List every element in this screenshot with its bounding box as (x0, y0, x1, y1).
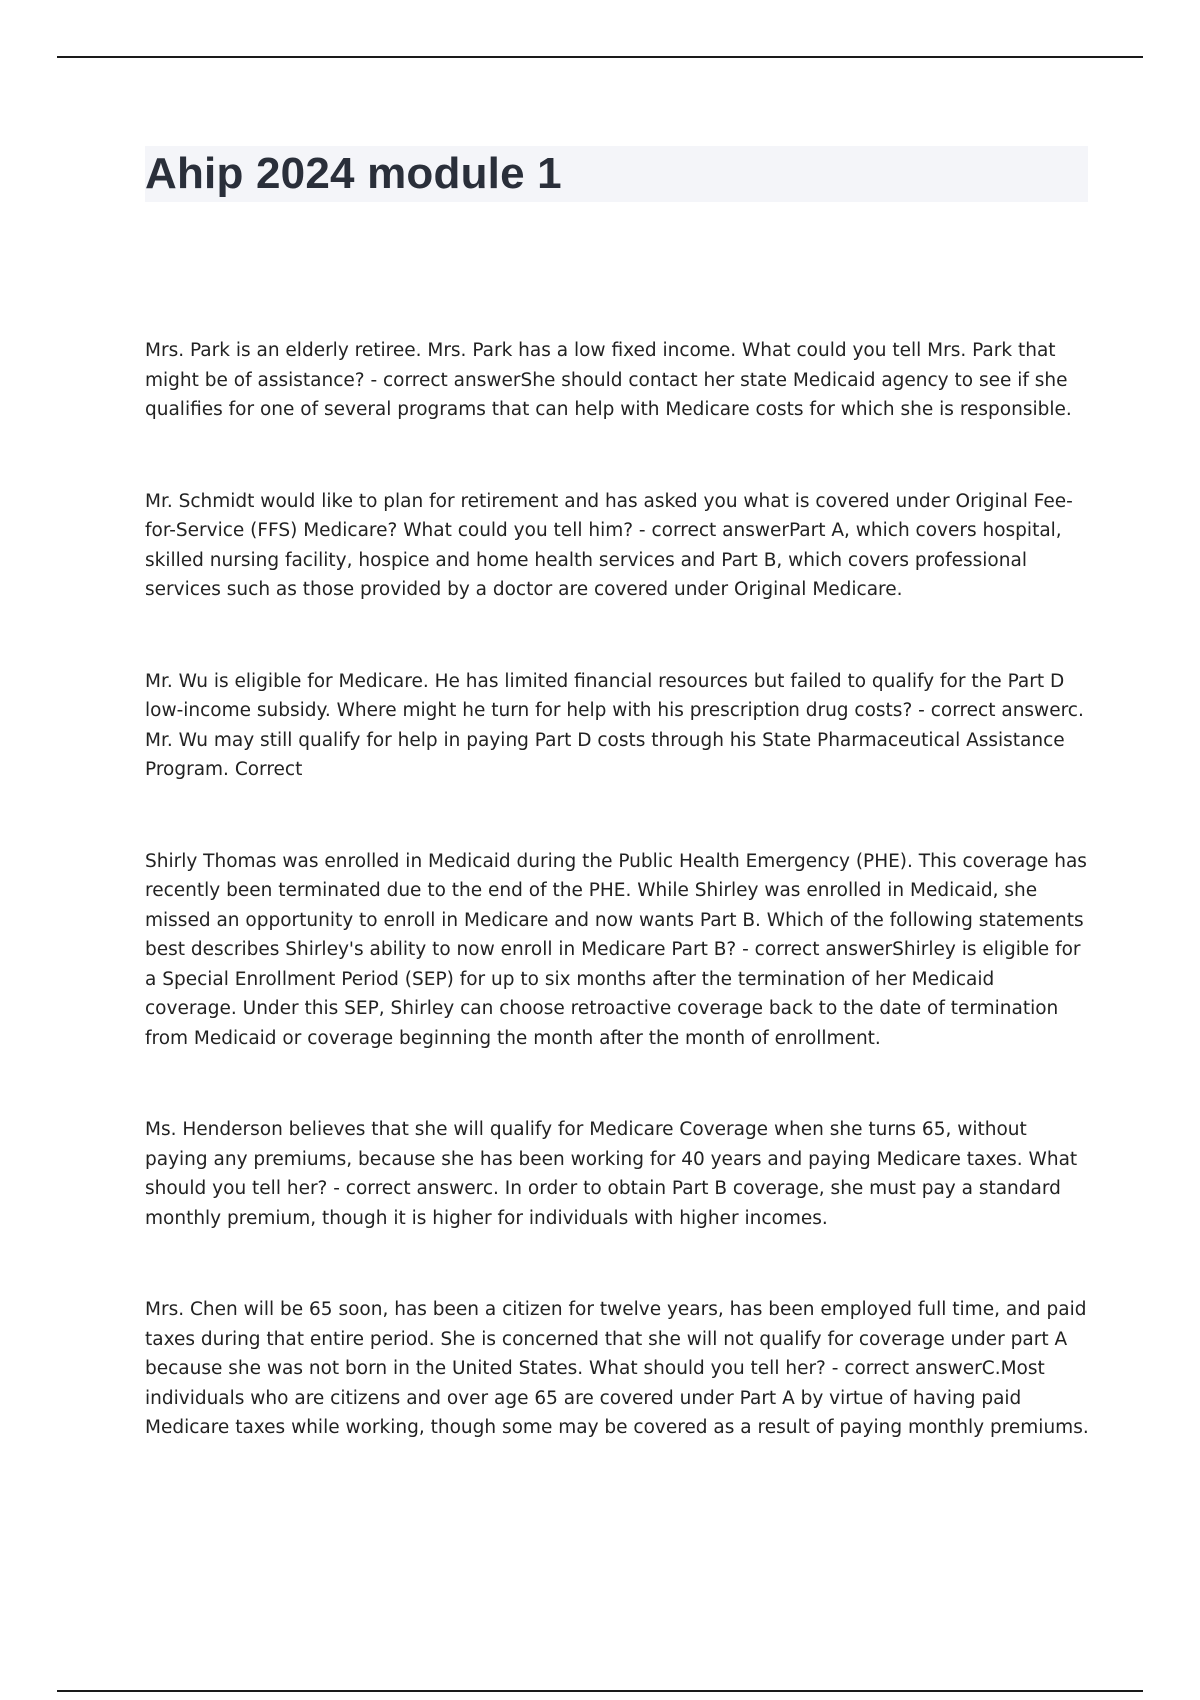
qa-item-henderson: Ms. Henderson believes that she will qualify for Medicare Coverage when she turns 65, without paying any premiums, because she has been working for 40 years and paying Medicare taxes. What should you tell her? - correct answerc. In order to obtain Part B coverage, she must pay a standard monthly premium, though it is higher for individuals with higher incomes. (145, 1119, 1078, 1229)
qa-item-chen: Mrs. Chen will be 65 soon, has been a citizen for twelve years, has been employed full time, and paid taxes during that entire period. She is concerned that she will not qualify for coverage under part A because she was not born in the United States. What should you tell her? - correct answerC.Most individuals who are citizens and over age 65 are covered under Part A by virtue of having paid Medicare taxes while working, though some may be covered as a result of paying monthly premiums. (145, 1299, 1089, 1438)
bottom-rule (57, 1690, 1143, 1692)
page-title: Ahip 2024 module 1 (145, 149, 562, 198)
qa-item-thomas: Shirly Thomas was enrolled in Medicaid during the Public Health Emergency (PHE). This coverage has recently been terminated due to the end of the PHE. While Shirley was enrolled in Medicaid, she missed an opportunity to enroll in Medicare and now wants Part B. Which of the following statements best describes Shirley's ability to now enroll in Medicare Part B? - correct answerShirley is eligible for a Special Enrollment Period (SEP) for up to six months after the termination of her Medicaid coverage. Under this SEP, Shirley can choose retroactive coverage back to the date of termination from Medicaid or coverage beginning the month after the month of enrollment. (145, 850, 1087, 1049)
qa-item-schmidt: Mr. Schmidt would like to plan for retirement and has asked you what is covered under Original Fee-for-Service (FFS) Medicare? What could you tell him? - correct answerPart A, which covers hospital, skilled nursing facility, hospice and home health services and Part B, which covers professional services such as those provided by a doctor are covered under Original Medicare. (145, 490, 1073, 600)
qa-item-park: Mrs. Park is an elderly retiree. Mrs. Park has a low fixed income. What could you tell Mrs. Park that might be of assistance? - correct answerShe should contact her state Medicaid agency to see if she qualifies for one of several programs that can help with Medicare costs for which she is responsible. (145, 340, 1072, 420)
qa-item-wu: Mr. Wu is eligible for Medicare. He has limited financial resources but failed to qualify for the Part D low-income subsidy. Where might he turn for help with his prescription drug costs? - correct answerc. Mr. Wu may still qualify for help in paying Part D costs through his State Pharmaceutical Assistance Program. Correct (145, 670, 1084, 780)
qa-list (145, 336, 1090, 1505)
top-rule (57, 56, 1143, 58)
